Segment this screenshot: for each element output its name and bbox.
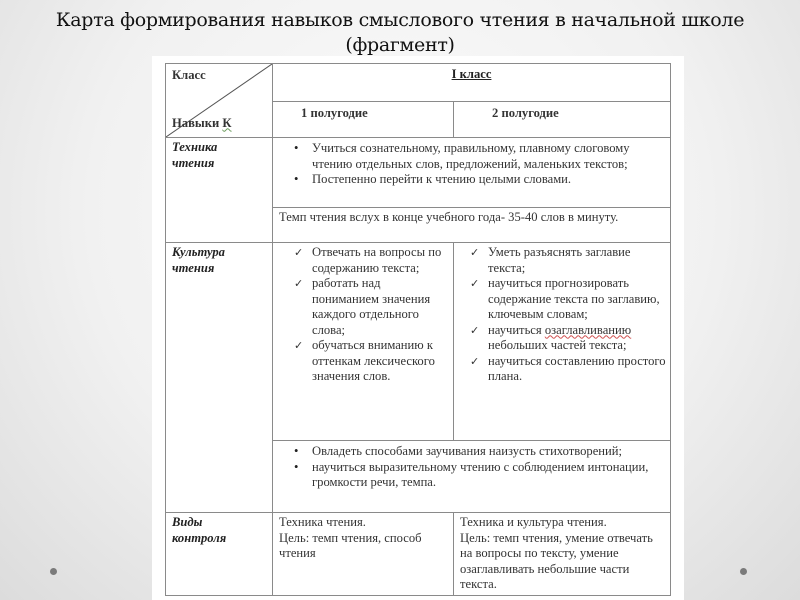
list-item: • Постепенно перейти к чтению целыми словами.: [278, 172, 665, 188]
culture-half-2-checklist: [454, 245, 666, 385]
culture-common-cell: [273, 441, 671, 513]
decorative-dot-left-icon: [50, 568, 57, 575]
row-label-technique-line2: чтения: [172, 155, 215, 170]
row-label-control: [166, 513, 273, 596]
row-label-technique: [166, 138, 273, 243]
list-item-text: научиться: [488, 322, 542, 337]
list-item-text: небольших частей текста;: [488, 338, 627, 352]
half-1-title: 1 полугодие: [273, 102, 454, 138]
list-item: • Овладеть способами заучивания наизусть стихотворений;: [278, 444, 665, 460]
control-half-1-line2: Цель: темп чтения, способ чтения: [279, 530, 422, 560]
list-item: ✓ обучаться вниманию к оттенкам лексического значения слов.: [278, 338, 449, 385]
corner-label-class: Класс: [172, 68, 206, 82]
control-half-1-line1: Техника чтения.: [279, 515, 366, 529]
technique-goals-cell: [273, 138, 671, 208]
row-label-control-line2: контроля: [172, 530, 227, 545]
slide-title-line2: (фрагмент): [345, 34, 455, 56]
control-half-2-line2: Цель: темп чтения, умение отвечать на вопросы по тексту, умение озаглавливать небольшие части текста.: [460, 530, 653, 591]
decorative-dot-right-icon: [740, 568, 747, 575]
list-item: • научиться выразительному чтению с соблюдением интонации, громкости речи, темпа.: [278, 460, 665, 491]
row-label-control-line1: Виды: [172, 515, 203, 529]
culture-half-1-cell: [273, 243, 454, 441]
class-title: I класс: [273, 64, 671, 102]
row-label-technique-line1: Техника: [172, 140, 218, 154]
row-label-culture-line1: Культура: [172, 245, 225, 259]
culture-half-2-cell: [454, 243, 671, 441]
list-item: ✓ Уметь разъяснять заглавие текста;: [454, 245, 666, 276]
skills-map-table: [165, 63, 671, 596]
list-item: ✓ работать над пониманием значения каждого отдельного слова;: [278, 276, 449, 338]
list-item: • Учиться сознательному, правильному, плавному слоговому чтению отдельных слов, предложений, маленьких текстов;: [278, 141, 665, 172]
control-half-2-cell: [454, 513, 671, 596]
control-half-1-cell: [273, 513, 454, 596]
culture-half-1-checklist: [278, 245, 449, 385]
list-item: ✓ научиться прогнозировать содержание текста по заглавию, ключевым словам;: [454, 276, 666, 323]
header-corner-cell: [166, 64, 273, 138]
row-label-culture: [166, 243, 273, 513]
list-item: [454, 323, 666, 354]
slide-title-line1: Карта формирования навыков смыслового чтения в начальной школе: [55, 9, 745, 31]
half-2-title: 2 полугодие: [454, 102, 671, 138]
corner-label-skills-letter: К: [222, 115, 232, 130]
list-item: ✓ научиться составлению простого плана.: [454, 354, 666, 385]
row-label-culture-line2: чтения: [172, 260, 215, 275]
list-item: ✓ Отвечать на вопросы по содержанию текста;: [278, 245, 449, 276]
culture-common-bullet-list: [278, 444, 665, 491]
corner-label-skills-word: Навыки: [172, 115, 220, 130]
reading-tempo-cell: Темп чтения вслух в конце учебного года- 35-40 слов в минуту.: [273, 208, 671, 243]
slide-title: [0, 8, 800, 58]
control-half-2-line1: Техника и культура чтения.: [460, 515, 607, 529]
spellcheck-word: озаглавливанию: [544, 322, 632, 337]
technique-bullet-list: [278, 141, 665, 188]
corner-label-skills: [172, 116, 232, 132]
